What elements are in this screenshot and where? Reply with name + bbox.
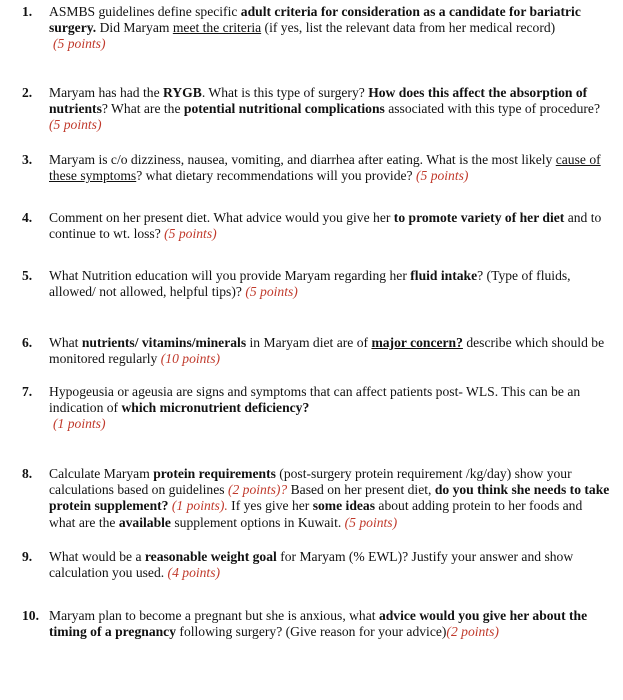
question-points: (5 points) [245, 284, 298, 300]
question-text-segment: Maryam is c/o dizziness, nausea, vomiting, and diarrhea after eating. What is the most likely [49, 152, 556, 167]
question-text-segment: supplement options in Kuwait. [170, 514, 345, 530]
question-text-segment: cause of these symptoms [49, 152, 601, 184]
question-number: 6. [22, 335, 33, 350]
question-text-segment: Hypogeusia or ageusia are signs and symptoms that can affect patients post- WLS. This can be an indication of [49, 384, 581, 416]
question-points: (10 points) [160, 351, 221, 367]
question-text-segment: Maryam has had the [49, 85, 164, 100]
question-text-segment: ASMBS guidelines define specific [49, 4, 241, 19]
question-text [49, 268, 610, 300]
question-text-segment: potential nutritional complications [183, 101, 385, 117]
question-text [49, 152, 610, 184]
question-text-segment: associated with this type of procedure? [384, 101, 600, 117]
question-text-segment: (1 points). [171, 498, 228, 514]
question-text-segment: RYGB [163, 85, 202, 100]
question-text-segment: What Nutrition education will you provide Maryam regarding her [49, 268, 411, 283]
question-number: 9. [22, 549, 33, 564]
question-text-segment: Maryam plan to become a pregnant but she is anxious, what [49, 608, 379, 623]
question-text-segment: Did Maryam [96, 20, 173, 36]
question-text-segment: What would be a [49, 549, 145, 564]
question-number: 2. [22, 85, 33, 100]
question-9 [22, 549, 610, 581]
question-text-segment: (2 points)? [227, 482, 288, 498]
question-text-segment: Based on her present diet, [287, 482, 435, 498]
question-number: 7. [22, 384, 33, 399]
question-text-segment: fluid intake [410, 268, 478, 283]
question-points: (5 points) [415, 168, 469, 184]
question-text-segment: nutrients/ vitamins/minerals [81, 335, 247, 350]
question-text [49, 384, 610, 433]
question-text-segment: What [49, 335, 82, 350]
question-text [49, 335, 610, 367]
question-points: (5 points) [164, 226, 217, 242]
question-text [49, 466, 610, 531]
question-text-segment: some ideas [312, 498, 376, 514]
question-text-segment: for Maryam (% EWL)? Justify your answer and show calculation you used. [49, 549, 574, 581]
question-text [49, 85, 610, 134]
question-4 [22, 210, 610, 242]
question-text-segment: Calculate Maryam [49, 466, 154, 481]
question-points: (5 points) [344, 514, 398, 530]
question-text-segment: protein requirements [153, 466, 276, 481]
question-points: (5 points) [49, 117, 102, 133]
question-text-segment: which micronutrient deficiency? [121, 400, 310, 416]
question-text-segment: (post-surgery protein requirement /kg/day) show your calculations based on guidelines [49, 466, 572, 498]
question-text-segment: ? (Type of fluids, allowed/ not allowed, helpful tips)? [49, 268, 571, 300]
question-2 [22, 85, 610, 134]
question-number: 1. [22, 4, 33, 19]
question-text-segment: Comment on her present diet. What advice would you give her [49, 210, 394, 225]
question-number: 5. [22, 268, 33, 283]
question-points: (4 points) [167, 565, 221, 581]
question-text-segment: (if yes, list the relevant data from her medical record) [261, 20, 556, 36]
question-6 [22, 335, 610, 367]
question-points: (2 points) [446, 624, 499, 640]
question-text-segment: advice would you give her about the timing of a pregnancy [49, 608, 588, 640]
question-text-segment: and to continue to wt. loss? [49, 210, 602, 242]
question-text [49, 608, 610, 640]
question-text-segment: If yes give her [227, 498, 313, 514]
question-text-segment: ? what dietary recommendations will you provide? [136, 168, 416, 184]
question-text-segment: available [118, 514, 171, 530]
question-text-segment: meet the criteria [172, 20, 262, 36]
question-5 [22, 268, 610, 300]
question-text-segment: in Maryam diet are of [246, 335, 372, 350]
question-number: 3. [22, 152, 33, 167]
question-text-segment: do you think she needs to take protein supplement? [49, 482, 610, 514]
question-number: 10. [22, 608, 39, 623]
question-1 [22, 4, 610, 53]
question-text-segment: about adding protein to her foods and what are the [49, 498, 583, 530]
question-10 [22, 608, 610, 640]
question-text-segment: to promote variety of her diet [393, 210, 565, 225]
question-number: 4. [22, 210, 33, 225]
question-text-segment: describe which should be monitored regularly [49, 335, 605, 367]
question-8 [22, 466, 610, 531]
question-7 [22, 384, 610, 433]
question-text-segment: . What is this type of surgery? [201, 85, 369, 100]
question-text [49, 4, 610, 53]
question-text [49, 549, 610, 581]
question-text-segment: How does this affect the absorption of nutrients [49, 85, 588, 117]
question-text-segment: ? What are the [101, 101, 184, 117]
question-text-segment: following surgery? (Give reason for your advice) [176, 624, 447, 640]
question-text-segment: adult criteria for consideration as a candidate for bariatric surgery. [49, 4, 581, 36]
question-points: (1 points) [53, 416, 106, 432]
question-text [49, 210, 610, 242]
question-points: (5 points) [53, 36, 106, 52]
question-text-segment: major concern? [371, 335, 463, 350]
question-text-segment: reasonable weight goal [144, 549, 277, 564]
question-3 [22, 152, 610, 184]
question-number: 8. [22, 466, 33, 481]
